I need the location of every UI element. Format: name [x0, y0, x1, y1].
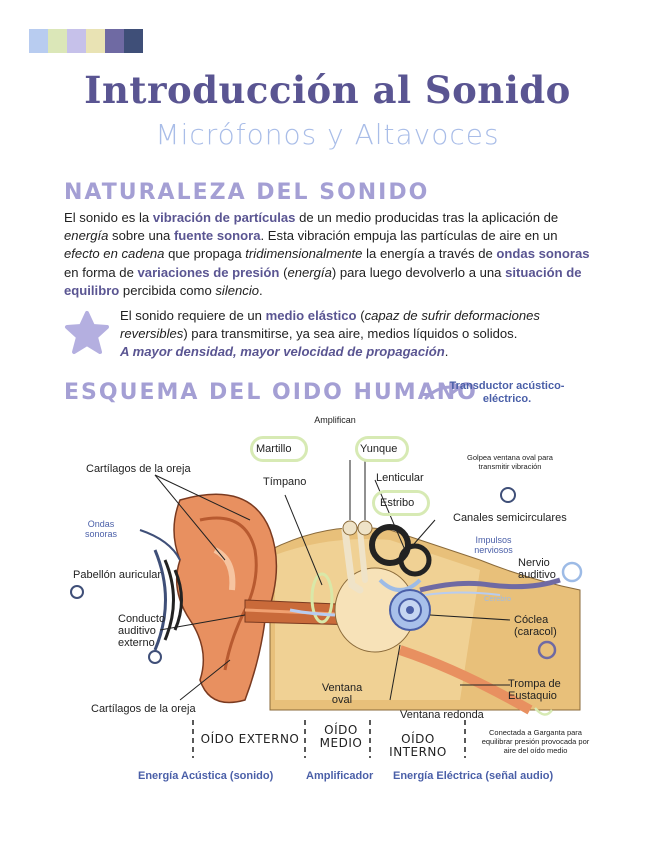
- label-trompa: Trompa de Eustaquio: [508, 678, 561, 702]
- energy-electric: Energía Eléctrica (señal audio): [393, 770, 554, 782]
- star-icon: [64, 310, 110, 356]
- swatch: [29, 29, 48, 53]
- label-estribo: Estribo: [380, 497, 415, 509]
- page-subtitle: Micrófonos y Altavoces: [155, 118, 500, 151]
- paragraph-medio-elastico: El sonido requiere de un medio elástico (capaz de sufrir deformaciones reversibles) para transmitirse, ya sea aire, medios líquidos o solidos. A mayor densidad, mayor velocidad de propagación.: [120, 308, 540, 360]
- label-amplifican: Amplifican: [314, 415, 356, 425]
- zone-oido-externo: OÍDO EXTERNO: [200, 732, 300, 746]
- label-nervio: Nervio auditivo: [518, 557, 556, 581]
- energy-amplifier: Amplificador: [306, 770, 374, 782]
- label-ondas: Ondas sonoras: [84, 519, 118, 539]
- paragraph-naturaleza: El sonido es la vibración de partículas de un medio producidas tras la aplicación de energía sobre una fuente sonora. Esta vibración empuja las partículas de aire en un efecto en cadena que propaga tridimensionalmente la energía a través de ondas sonoras en forma de variaciones de presión (energía) para luego devolverlo a una situación de equilibro percibida como silencio.: [64, 210, 590, 298]
- label-cerebro: Cerebro: [484, 594, 512, 603]
- label-ventana-oval: Ventana oval: [321, 682, 363, 706]
- swatch: [67, 29, 86, 53]
- swatch: [86, 29, 105, 53]
- swatch: [105, 29, 124, 53]
- label-impulsos: Impulsos nerviosos: [474, 535, 513, 555]
- zone-oido-interno: OÍDO INTERNO: [389, 732, 447, 759]
- section-heading-esquema: ESQUEMA DEL OIDO HUMANO: [64, 380, 478, 405]
- page-title: Introducción al Sonido: [84, 68, 571, 112]
- label-lenticular: Lenticular: [376, 472, 424, 484]
- label-ventana-redonda: Ventana redonda: [400, 709, 484, 721]
- color-palette: [29, 29, 143, 53]
- label-canales: Canales semicirculares: [453, 512, 567, 524]
- section-heading-naturaleza: NATURALEZA DEL SONIDO: [64, 180, 430, 205]
- label-martillo: Martillo: [256, 443, 292, 455]
- label-cartilagos-bottom: Cartílagos de la oreja: [91, 703, 196, 715]
- label-pabellon: Pabellón auricular: [73, 569, 162, 581]
- label-coclea: Cóclea (caracol): [514, 614, 557, 638]
- label-yunque: Yunque: [360, 443, 398, 455]
- label-cartilagos-top: Cartílagos de la oreja: [86, 463, 191, 475]
- label-timpano: Tímpano: [263, 476, 307, 488]
- swatch: [48, 29, 67, 53]
- label-golpea: Golpea ventana oval para transmitir vibración: [467, 453, 553, 471]
- label-conecta: Conectada a Garganta para equilibrar presión provocada por aire del oído medio: [481, 728, 590, 755]
- label-conducto: Conducto auditivo externo: [118, 613, 166, 649]
- energy-acoustic: Energía Acústica (sonido): [138, 770, 274, 782]
- transducer-note: Transductor acústico-eléctrico.: [449, 380, 565, 405]
- swatch: [124, 29, 143, 53]
- zone-oido-medio: OÍDO MEDIO: [319, 723, 363, 750]
